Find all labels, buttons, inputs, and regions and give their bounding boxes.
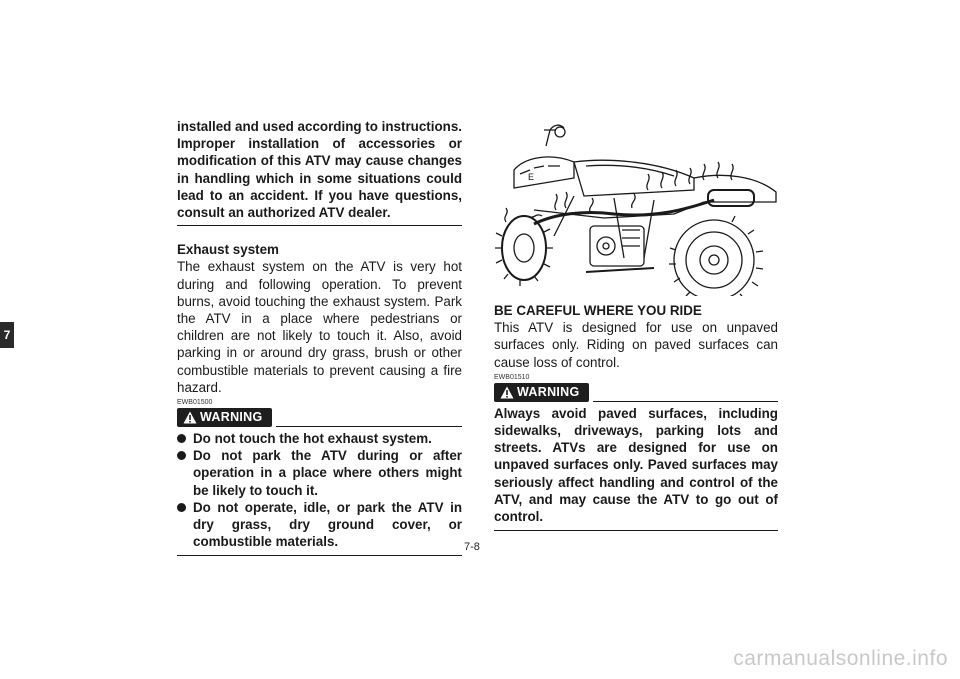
warning-badge — [494, 383, 589, 402]
page-number: 7-8 — [464, 541, 480, 553]
watermark: carmanualsonline.info — [733, 647, 948, 670]
warning-code: EWB01510 — [494, 373, 530, 381]
careful-heading: BE CAREFUL WHERE YOU RIDE — [494, 303, 702, 318]
warning-end-rule — [494, 530, 778, 531]
warning-header-line — [276, 426, 462, 427]
chapter-tab: 7 — [0, 322, 14, 348]
warning-triangle-icon — [500, 386, 514, 399]
right-column — [494, 302, 778, 531]
warning-label: WARNING — [517, 384, 580, 399]
warning-label: WARNING — [200, 409, 263, 424]
warning-badge — [177, 408, 272, 427]
warning-header-line — [593, 401, 778, 402]
list-item: Do not operate, idle, or park the ATV in dry grass, dry ground cover, or combustible materials. — [177, 499, 462, 551]
warning-header — [177, 407, 462, 427]
exhaust-body: The exhaust system on the ATV is very hot during and following operation. To prevent burns, avoid touching the exhaust system. Park the ATV in a place where pedestrians or children are not likely to touch it. Also, avoid parking in or around dry grass, brush or other combustible materials to prevent causing a fire hazard. — [177, 259, 462, 395]
list-item: Do not touch the hot exhaust system. — [177, 430, 462, 447]
left-column — [177, 118, 462, 556]
atv-hot-exhaust-illustration — [494, 118, 778, 296]
warning-bullet-list — [177, 430, 462, 550]
exhaust-heading: Exhaust system — [177, 242, 279, 258]
list-item: Do not park the ATV during or after operation in a place where others might be likely to touch it. — [177, 447, 462, 499]
warning-code: EWB01500 — [177, 399, 213, 407]
paved-warning-text: Always avoid paved surfaces, including sidewalks, driveways, parking lots and streets. ATVs are designed for use on unpaved surfaces only. Paved surfaces may seriously affect handling and control of the ATV, and may cause the ATV to go out of control. — [494, 405, 778, 525]
warning-end-rule — [177, 555, 462, 556]
section-divider — [177, 225, 462, 226]
bullet-icon — [177, 434, 186, 443]
bullet-icon — [177, 451, 186, 460]
intro-warning-text: installed and used according to instructions. Improper installation of accessories or modification of this ATV may cause changes in handling which in some situations could lead to an accident. If you have questions, consult an authorized ATV dealer. — [177, 119, 462, 221]
bullet-icon — [177, 503, 186, 512]
careful-body: This ATV is designed for use on unpaved surfaces only. Riding on paved surfaces can cause loss of control. — [494, 320, 778, 370]
warning-header — [494, 382, 778, 402]
warning-triangle-icon — [183, 411, 197, 424]
svg-text:E: E — [528, 172, 535, 182]
